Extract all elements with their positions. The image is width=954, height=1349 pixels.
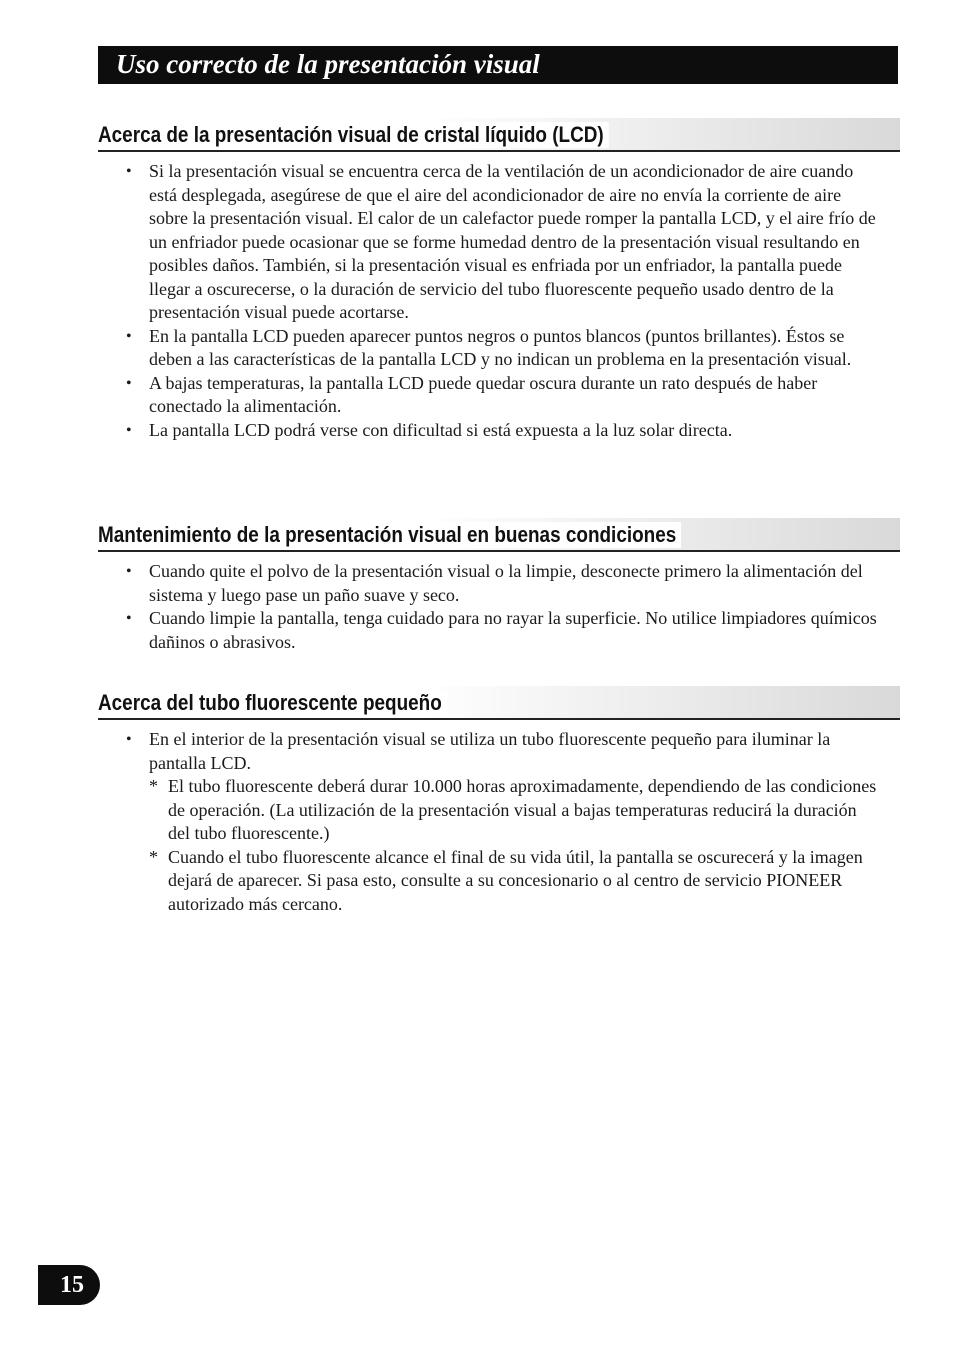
section-heading bbox=[98, 686, 900, 720]
page-number: 15 bbox=[38, 1265, 100, 1305]
note-text: El tubo fluorescente deberá durar 10.000 horas aproximadamente, dependiendo de las condiciones de operación. (La utilización de la presentación visual a bajas temperaturas reducirá la duración del tubo fluorescente.) bbox=[168, 776, 877, 843]
list-item: • La pantalla LCD podrá verse con dificultad si está expuesta a la luz solar directa. bbox=[98, 419, 900, 443]
bullet-list bbox=[98, 728, 900, 916]
list-item bbox=[98, 728, 900, 916]
bullet-list bbox=[98, 160, 900, 442]
list-item: • Cuando quite el polvo de la presentación visual o la limpie, desconecte primero la alimentación del sistema y luego pase un paño suave y seco. bbox=[98, 560, 900, 607]
section-maintenance bbox=[98, 518, 900, 654]
note-marker: * bbox=[149, 846, 158, 867]
note bbox=[149, 846, 880, 917]
list-item: • En la pantalla LCD pueden aparecer puntos negros o puntos blancos (puntos brillantes). Éstos se deben a las características de la pantalla LCD y no indican un problema en la presentación visual. bbox=[98, 325, 900, 372]
list-item-text: • En el interior de la presentación visual se utiliza un tubo fluorescente pequeño para iluminar la pantalla LCD. bbox=[149, 729, 831, 773]
list-item: • Si la presentación visual se encuentra cerca de la ventilación de un acondicionador de aire cuando está desplegada, asegúrese de que el aire del acondicionador de aire no envía la corriente de aire sobre la presentación visual. El calor de un calefactor puede romper la pantalla LCD, y el aire frío de un enfriador puede ocasionar que se forme humedad dentro de la presentación visual resultando en posibles daños. También, si la presentación visual es enfriada por un enfriador, la pantalla puede llegar a oscurecerse, o la duración de servicio del tubo fluorescente pequeño usado dentro de la presentación visual puede acortarse. bbox=[98, 160, 900, 325]
bullet-list bbox=[98, 560, 900, 654]
section-fluorescent-tube bbox=[98, 686, 900, 916]
list-item: • Cuando limpie la pantalla, tenga cuidado para no rayar la superficie. No utilice limpiadores químicos dañinos o abrasivos. bbox=[98, 607, 900, 654]
list-item: • A bajas temperaturas, la pantalla LCD puede quedar oscura durante un rato después de haber conectado la alimentación. bbox=[98, 372, 900, 419]
note bbox=[149, 775, 880, 846]
section-heading-text: Acerca de la presentación visual de cristal líquido (LCD) bbox=[98, 122, 609, 148]
section-heading-text: Mantenimiento de la presentación visual en buenas condiciones bbox=[98, 522, 681, 548]
section-heading bbox=[98, 518, 900, 552]
section-lcd bbox=[98, 118, 900, 442]
section-heading bbox=[98, 118, 900, 152]
page-title: Uso correcto de la presentación visual bbox=[98, 46, 898, 84]
note-marker: * bbox=[149, 776, 158, 796]
note-text: Cuando el tubo fluorescente alcance el final de su vida útil, la pantalla se oscurecerá y la imagen dejará de aparecer. Si pasa esto, consulte a su concesionario o al centro de servicio PIONEER autorizado más cercano. bbox=[168, 846, 863, 914]
section-heading-text: Acerca del tubo fluorescente pequeño bbox=[98, 690, 447, 716]
